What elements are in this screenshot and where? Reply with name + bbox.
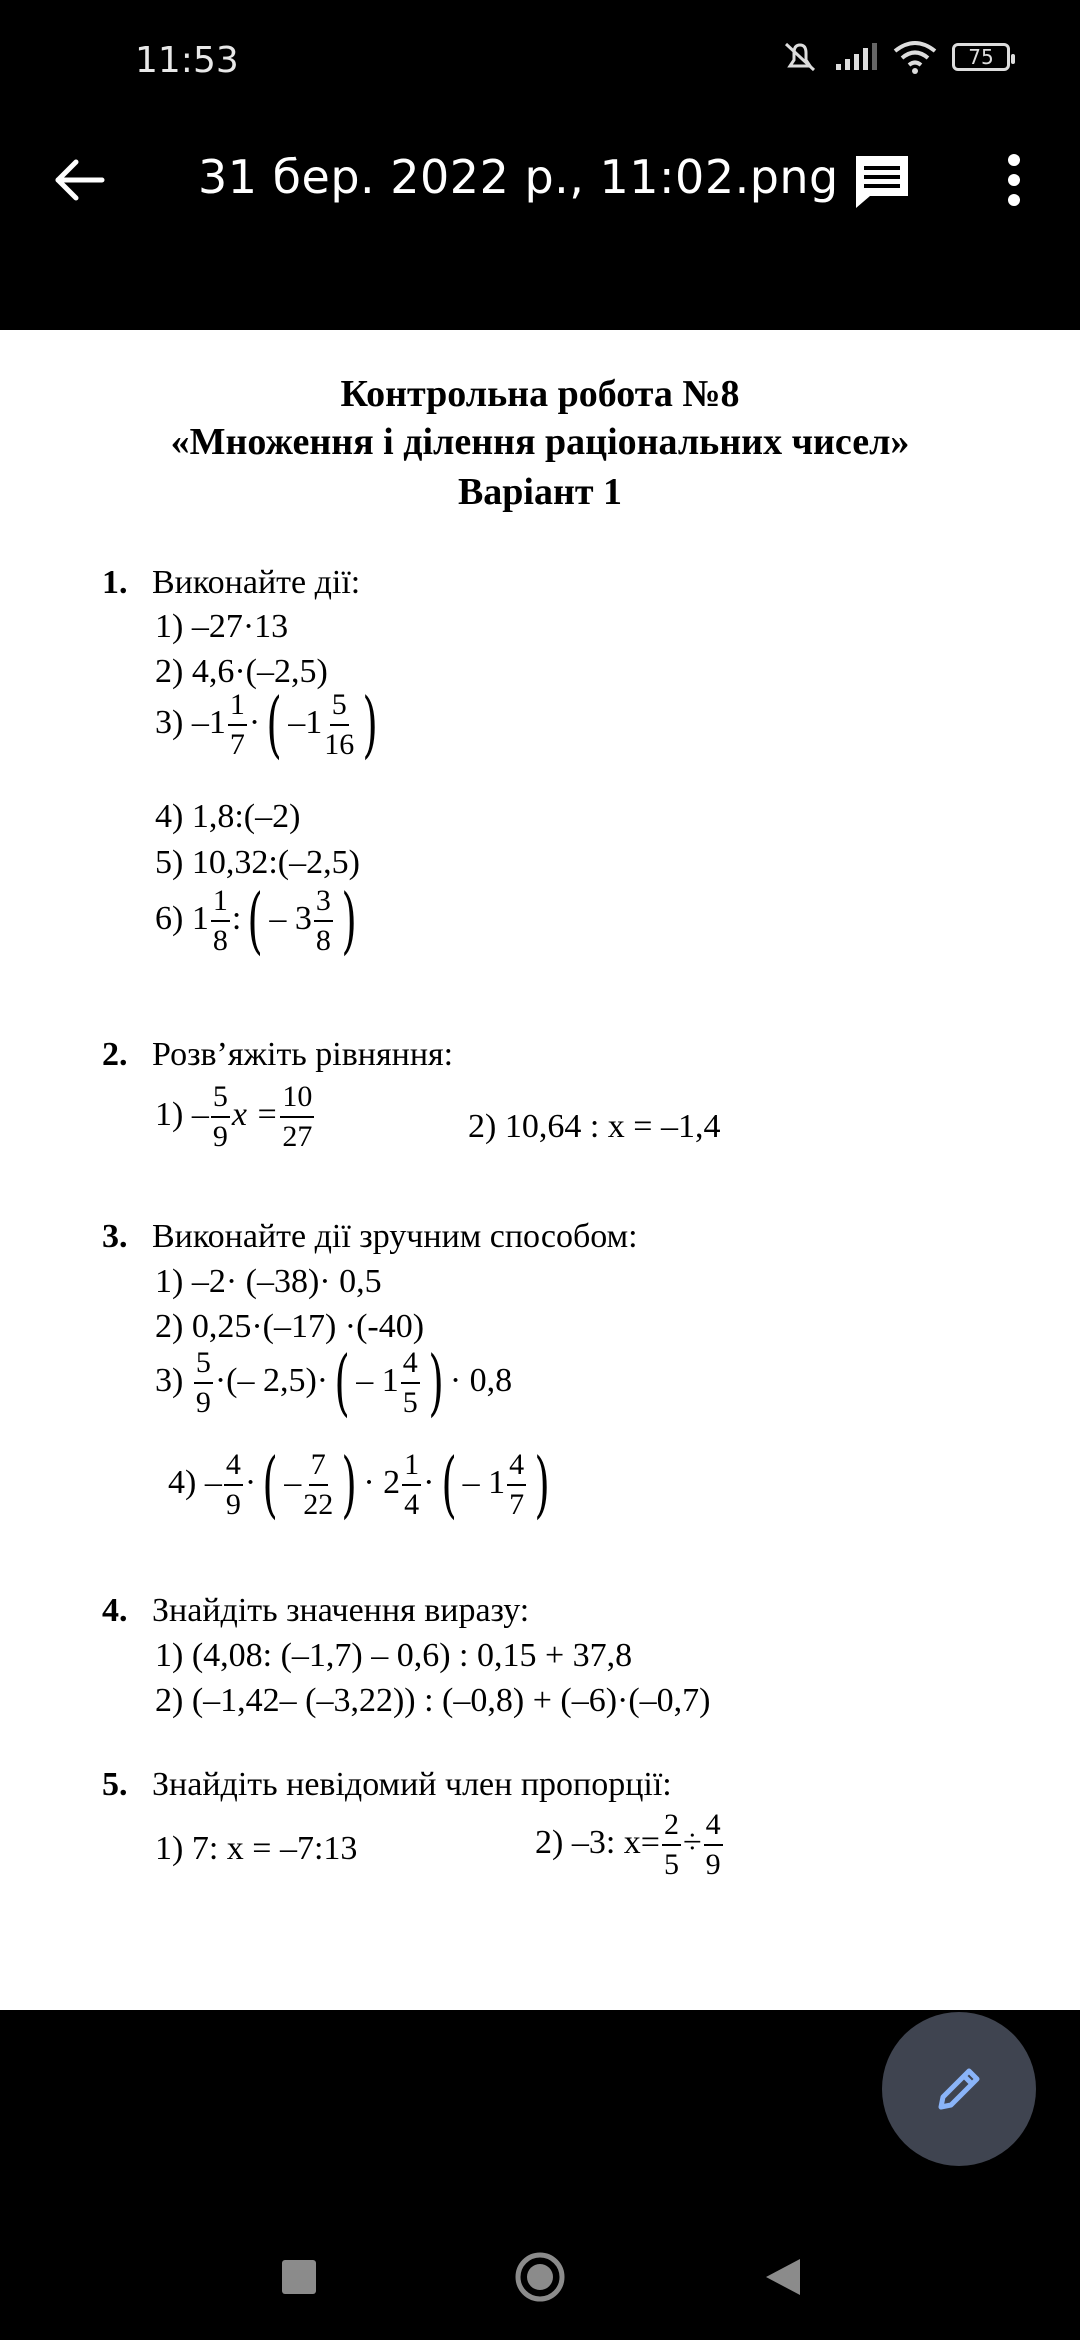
paren: ) xyxy=(341,1442,358,1527)
wifi-icon xyxy=(892,40,938,74)
numerator: 2 xyxy=(662,1810,681,1846)
more-options-icon[interactable] xyxy=(990,148,1038,212)
denominator: 8 xyxy=(315,924,331,957)
task-number: 1. xyxy=(102,564,128,601)
paren: ) xyxy=(534,1442,550,1527)
fraction xyxy=(704,1810,723,1880)
recents-button[interactable] xyxy=(282,2260,316,2294)
status-icons xyxy=(780,40,1010,74)
paren: ) xyxy=(428,1340,444,1425)
operator: · xyxy=(423,1463,435,1501)
numerator: 5 xyxy=(194,1348,213,1384)
doc-variant: Варіант 1 xyxy=(457,471,623,513)
paren: ( xyxy=(266,682,282,767)
mixed-whole: – 1 xyxy=(462,1463,506,1501)
paren: ( xyxy=(247,878,264,963)
numerator: 1 xyxy=(228,690,247,726)
task-item: 2) 4,6·(–2,5) xyxy=(155,653,328,690)
task-number: 2. xyxy=(102,1036,128,1073)
denominator: 5 xyxy=(402,1386,418,1419)
numerator: 4 xyxy=(704,1810,723,1846)
task-item xyxy=(168,1442,556,1527)
numerator: 10 xyxy=(280,1082,314,1118)
task-title: Розв’яжіть рівняння: xyxy=(152,1036,454,1073)
mixed-whole: – 1 xyxy=(356,1361,399,1399)
fraction xyxy=(280,1082,314,1152)
denominator: 4 xyxy=(404,1488,420,1521)
numerator: 1 xyxy=(402,1450,421,1486)
battery-indicator xyxy=(952,43,1010,71)
status-bar xyxy=(0,0,1080,120)
task-number: 4. xyxy=(102,1592,128,1629)
operator: ·(– 2,5)· xyxy=(214,1361,329,1399)
numerator: 4 xyxy=(224,1450,243,1486)
numerator: 4 xyxy=(401,1348,420,1384)
task-item: 2) 0,25·(–17) ·(-40) xyxy=(155,1308,425,1345)
denominator: 9 xyxy=(705,1848,721,1881)
fraction xyxy=(314,886,333,956)
task-item xyxy=(155,878,363,963)
doc-heading: Контрольна робота №8 xyxy=(340,373,740,415)
numerator: 7 xyxy=(309,1450,328,1486)
numerator: 1 xyxy=(211,886,230,922)
item-label: 1) – xyxy=(155,1095,209,1133)
operator: · 0,8 xyxy=(449,1361,513,1399)
fraction xyxy=(324,690,354,760)
paren: ) xyxy=(362,682,379,767)
operator: · xyxy=(248,703,261,741)
navigation-bar xyxy=(0,2210,1080,2340)
denominator: 9 xyxy=(195,1386,211,1419)
denominator: 9 xyxy=(212,1120,228,1153)
numerator: 4 xyxy=(507,1450,526,1486)
mixed-whole: · 2 xyxy=(363,1463,401,1501)
task-title: Знайдіть невідомий член пропорції: xyxy=(152,1766,672,1803)
battery-level: 75 xyxy=(968,45,994,69)
file-title: 31 бер. 2022 р., 11:02.png xyxy=(198,150,839,204)
pencil-icon xyxy=(929,2059,989,2119)
paren: ( xyxy=(440,1442,457,1527)
paren: ( xyxy=(334,1340,350,1425)
denominator: 8 xyxy=(212,924,228,957)
muted-bell-icon xyxy=(780,40,820,74)
item-label: 3) xyxy=(155,1361,184,1399)
task-item: 2) (–1,42– (–3,22)) : (–0,8) + (–6)·(–0,7) xyxy=(155,1682,711,1719)
equation: 2) 10,64 : x = –1,4 xyxy=(468,1108,721,1145)
fraction xyxy=(303,1450,333,1520)
denominator: 16 xyxy=(324,728,355,761)
denominator: 22 xyxy=(303,1488,334,1521)
task-title: Виконайте дії зручним способом: xyxy=(152,1218,638,1255)
equation xyxy=(535,1810,725,1880)
fraction xyxy=(401,1348,420,1418)
paren: ( xyxy=(262,1442,278,1527)
document-image xyxy=(0,330,1080,2010)
fraction xyxy=(662,1810,681,1880)
task-title: Виконайте дії: xyxy=(152,564,361,601)
equation: 1) 7: x = –7:13 xyxy=(155,1830,358,1867)
task-item: 1) –2· (–38)· 0,5 xyxy=(155,1263,382,1300)
status-time: 11:53 xyxy=(135,40,239,81)
denominator: 5 xyxy=(663,1848,679,1881)
equation xyxy=(155,1082,316,1152)
denominator: 7 xyxy=(509,1488,525,1521)
fraction xyxy=(402,1450,421,1520)
mixed-whole: –1 xyxy=(288,703,323,741)
back-arrow-icon[interactable] xyxy=(50,150,110,210)
item-label: 6) 1 xyxy=(155,899,209,937)
fraction xyxy=(224,1450,243,1520)
signal-icon xyxy=(834,42,878,72)
task-item xyxy=(155,1340,513,1425)
denominator: 7 xyxy=(229,728,245,761)
task-item: 5) 10,32:(–2,5) xyxy=(155,844,360,881)
home-button[interactable] xyxy=(513,2250,567,2304)
item-label: 2) –3: x= xyxy=(535,1823,660,1861)
equation-middle: x = xyxy=(231,1095,279,1133)
task-item: 1) –27·13 xyxy=(155,608,289,645)
app-bar xyxy=(0,120,1080,240)
mixed-whole: – 3 xyxy=(269,899,312,937)
fraction xyxy=(228,690,247,760)
fraction xyxy=(194,1348,213,1418)
doc-subheading: «Множення і ділення раціональних чисел» xyxy=(170,421,910,463)
denominator: 9 xyxy=(225,1488,241,1521)
numerator: 5 xyxy=(330,690,349,726)
operator: – xyxy=(284,1463,302,1501)
fraction xyxy=(211,1082,230,1152)
task-number: 3. xyxy=(102,1218,128,1255)
operator: · xyxy=(244,1463,257,1501)
operator: ÷ xyxy=(682,1823,702,1861)
item-label: 3) –1 xyxy=(155,703,226,741)
fraction xyxy=(211,886,230,956)
edit-button[interactable] xyxy=(882,2012,1036,2166)
item-label: 4) – xyxy=(168,1463,222,1501)
numerator: 3 xyxy=(314,886,333,922)
operator: : xyxy=(231,899,242,937)
task-item: 4) 1,8:(–2) xyxy=(155,798,301,835)
paren: ) xyxy=(341,878,357,963)
task-title: Знайдіть значення виразу: xyxy=(152,1592,530,1629)
task-item xyxy=(155,682,384,767)
fraction xyxy=(507,1450,526,1520)
denominator: 27 xyxy=(282,1120,313,1153)
nav-back-button[interactable] xyxy=(762,2255,802,2299)
comment-icon[interactable] xyxy=(850,150,914,214)
task-number: 5. xyxy=(102,1766,128,1803)
task-item: 1) (4,08: (–1,7) – 0,6) : 0,15 + 37,8 xyxy=(155,1637,633,1674)
numerator: 5 xyxy=(211,1082,230,1118)
